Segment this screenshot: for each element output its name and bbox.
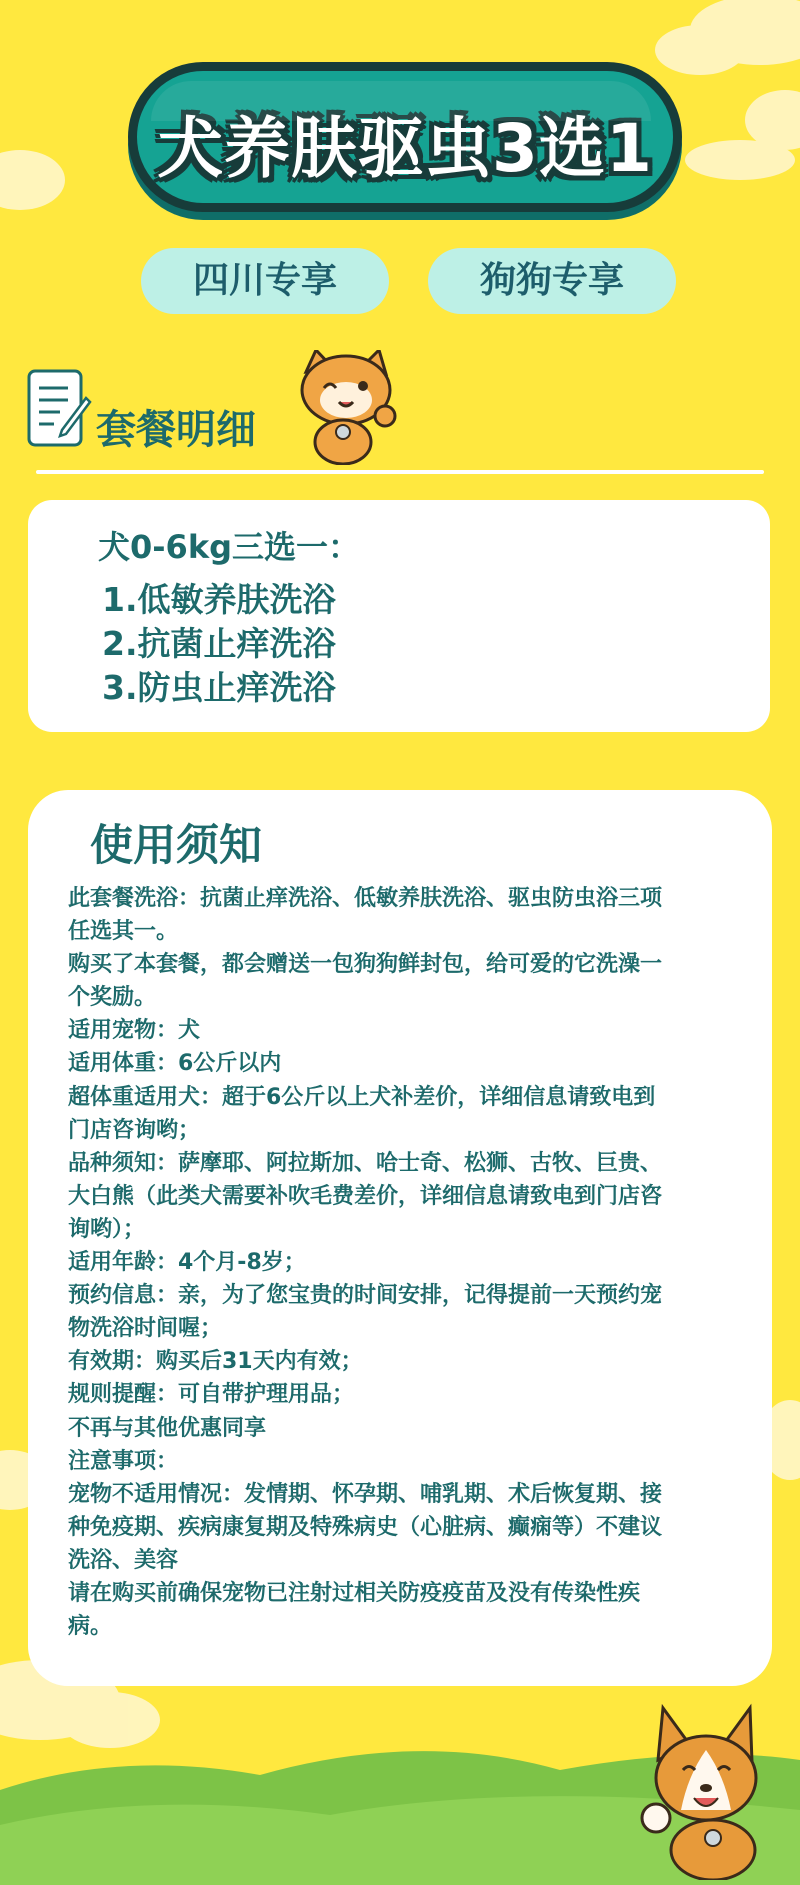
package-options	[102, 578, 336, 710]
notice-line: 适用体重：6公斤以内	[68, 1051, 282, 1077]
tag-sichuan-exclusive: 四川专享	[141, 248, 389, 314]
title-banner	[128, 62, 682, 212]
package-section-header	[26, 368, 766, 478]
notice-line: 超体重适用犬：超于6公斤以上犬补差价，详细信息请致电到	[68, 1084, 656, 1110]
package-option: 1.低敏养肤洗浴	[102, 580, 336, 619]
notice-line: 宠物不适用情况：发情期、怀孕期、哺乳期、术后恢复期、接	[68, 1481, 663, 1507]
section-divider	[36, 470, 764, 474]
usage-notice-card	[28, 790, 772, 1686]
notice-line: 洗浴、美容	[68, 1547, 179, 1573]
notice-line: 有效期：购买后31天内有效；	[68, 1349, 363, 1375]
notice-body	[68, 882, 740, 1643]
package-heading: 犬0-6kg三选一：	[98, 528, 361, 566]
section-title: 套餐明细	[96, 407, 256, 453]
notice-line: 询哟）；	[68, 1216, 146, 1242]
page-title: 犬养肤驱虫3选1	[157, 110, 653, 187]
notice-line: 病。	[68, 1614, 113, 1640]
package-option: 3.防虫止痒洗浴	[102, 668, 336, 707]
notice-line: 品种须知：萨摩耶、阿拉斯加、哈士奇、松狮、古牧、巨贵、	[68, 1150, 663, 1176]
notice-line: 个奖励。	[68, 985, 157, 1011]
notice-line: 大白熊（此类犬需要补吹毛费差价，详细信息请致电到门店咨	[68, 1183, 663, 1209]
notice-line: 规则提醒：可自带护理用品；	[68, 1382, 355, 1408]
notice-line: 适用年龄：4个月-8岁；	[68, 1250, 306, 1276]
package-option: 2.抗菌止痒洗浴	[102, 624, 336, 663]
corgi-mascot-icon	[628, 1700, 778, 1880]
notice-line: 任选其一。	[68, 919, 179, 945]
notice-line: 物洗浴时间喔；	[68, 1316, 223, 1342]
notice-line: 此套餐洗浴：抗菌止痒洗浴、低敏养肤洗浴、驱虫防虫浴三项	[68, 886, 663, 911]
notice-line: 购买了本套餐，都会赠送一包狗狗鲜封包，给可爱的它洗澡一	[68, 952, 663, 978]
notice-line: 不再与其他优惠同享	[68, 1415, 267, 1441]
notice-line: 注意事项：	[68, 1448, 179, 1474]
memo-icon	[26, 368, 92, 452]
tag-dog-exclusive: 狗狗专享	[428, 248, 676, 314]
notice-line: 预约信息：亲，为了您宝贵的时间安排，记得提前一天预约宠	[68, 1283, 663, 1309]
notice-line: 门店咨询哟；	[68, 1117, 201, 1143]
notice-line: 种免疫期、疾病康复期及特殊病史（心脏病、癫痫等）不建议	[68, 1514, 663, 1540]
package-card	[28, 500, 770, 732]
notice-title: 使用须知	[90, 821, 262, 871]
notice-line: 请在购买前确保宠物已注射过相关防疫疫苗及没有传染性疾	[68, 1580, 641, 1606]
notice-line: 适用宠物：犬	[68, 1018, 201, 1044]
cat-mascot-icon	[291, 350, 401, 465]
